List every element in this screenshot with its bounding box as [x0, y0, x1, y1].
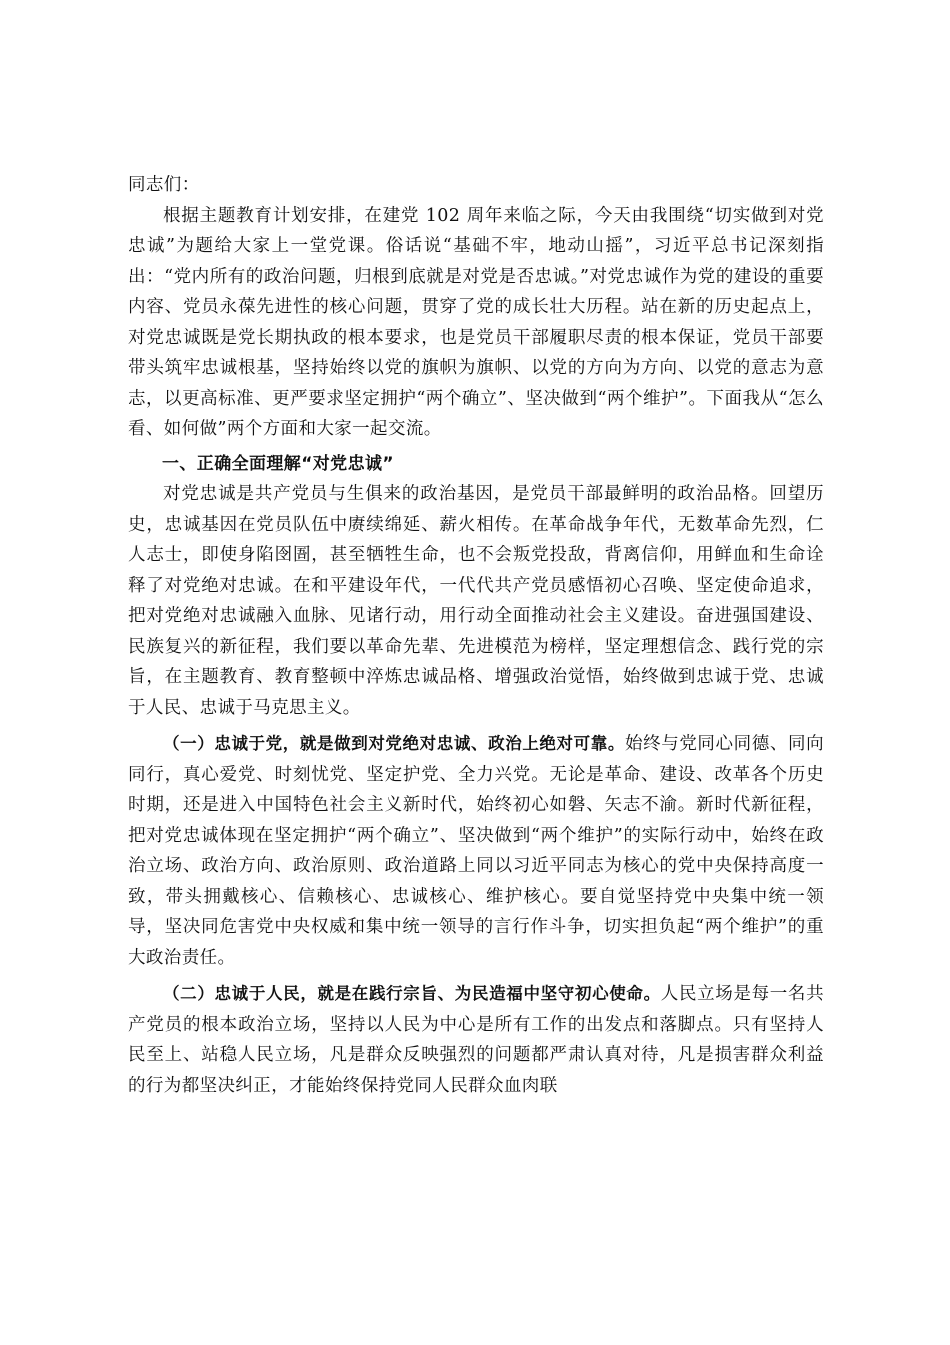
section-heading-1: 一、正确全面理解“对党忠诚”	[162, 453, 394, 474]
intro-paragraph: 根据主题教育计划安排，在建党 102 周年来临之际，今天由我围绕“切实做到对党忠诚”为题给大家上一堂党课。俗话说“基础不牢，地动山摇”，习近平总书记深刻指出：“党内所有的政治问题，归根到底就是对党是否忠诚。”对党忠诚作为党的建设的重要内容、党员永葆先进性的核心问题，贯穿了党的成长壮大历程。站在新的历史起点上，对党忠诚既是党长期执政的根本要求，也是党员干部履职尽责的根本保证，党员干部要带头筑牢忠诚根基，坚持始终以党的旗帜为旗帜、以党的方向为方向、以党的意志为意志，以更高标准、更严要求坚定拥护“两个确立”、坚决做到“两个维护”。下面我从“怎么看、如何做”两个方面和大家一起交流。	[128, 205, 824, 439]
subsection-1-paragraph	[128, 729, 824, 973]
subsection-1-body: 始终与党同心同德、同向同行，真心爱党、时刻忧党、坚定护党、全力兴党。无论是革命、建设、改革各个历史时期，还是进入中国特色社会主义新时代，始终初心如磐、矢志不渝。新时代新征程，把对党忠诚体现在坚定拥护“两个确立”、坚决做到“两个维护”的实际行动中，始终在政治立场、政治方向、政治原则、政治道路上同以习近平同志为核心的党中央保持高度一致，带头拥戴核心、信赖核心、忠诚核心、维护核心。要自觉坚持党中央集中统一领导，坚决同危害党中央权威和集中统一领导的言行作斗争，切实担负起“两个维护”的重大政治责任。	[128, 734, 824, 968]
subsection-1-lead: （一）忠诚于党，就是做到对党绝对忠诚、政治上绝对可靠。	[163, 734, 625, 753]
subsection-2-body: 人民立场是每一名共产党员的根本政治立场，坚持以人民为中心是所有工作的出发点和落脚点。只有坚持人民至上、站稳人民立场，凡是群众反映强烈的问题都严肃认真对待，凡是损害群众利益的行为都坚决纠正，才能始终保持党同人民群众血肉联	[128, 984, 824, 1096]
document-body	[128, 170, 824, 1101]
subsection-2-paragraph	[128, 979, 824, 1101]
section-1-paragraph: 对党忠诚是共产党员与生俱来的政治基因，是党员干部最鲜明的政治品格。回望历史，忠诚基因在党员队伍中赓续绵延、薪火相传。在革命战争年代，无数革命先烈，仁人志士，即使身陷囹圄，甚至牺牲生命，也不会叛党投敌，背离信仰，用鲜血和生命诠释了对党绝对忠诚。在和平建设年代，一代代共产党员感悟初心召唤、坚定使命追求，把对党绝对忠诚融入血脉、见诸行动，用行动全面推动社会主义建设。奋进强国建设、民族复兴的新征程，我们要以革命先辈、先进模范为榜样，坚定理想信念、践行党的宗旨，在主题教育、教育整顿中淬炼忠诚品格、增强政治觉悟，始终做到忠诚于党、忠诚于人民、忠诚于马克思主义。	[128, 484, 824, 718]
salutation: 同志们：	[128, 175, 200, 195]
subsection-2-lead: （二）忠诚于人民，就是在践行宗旨、为民造福中坚守初心使命。	[163, 984, 661, 1003]
